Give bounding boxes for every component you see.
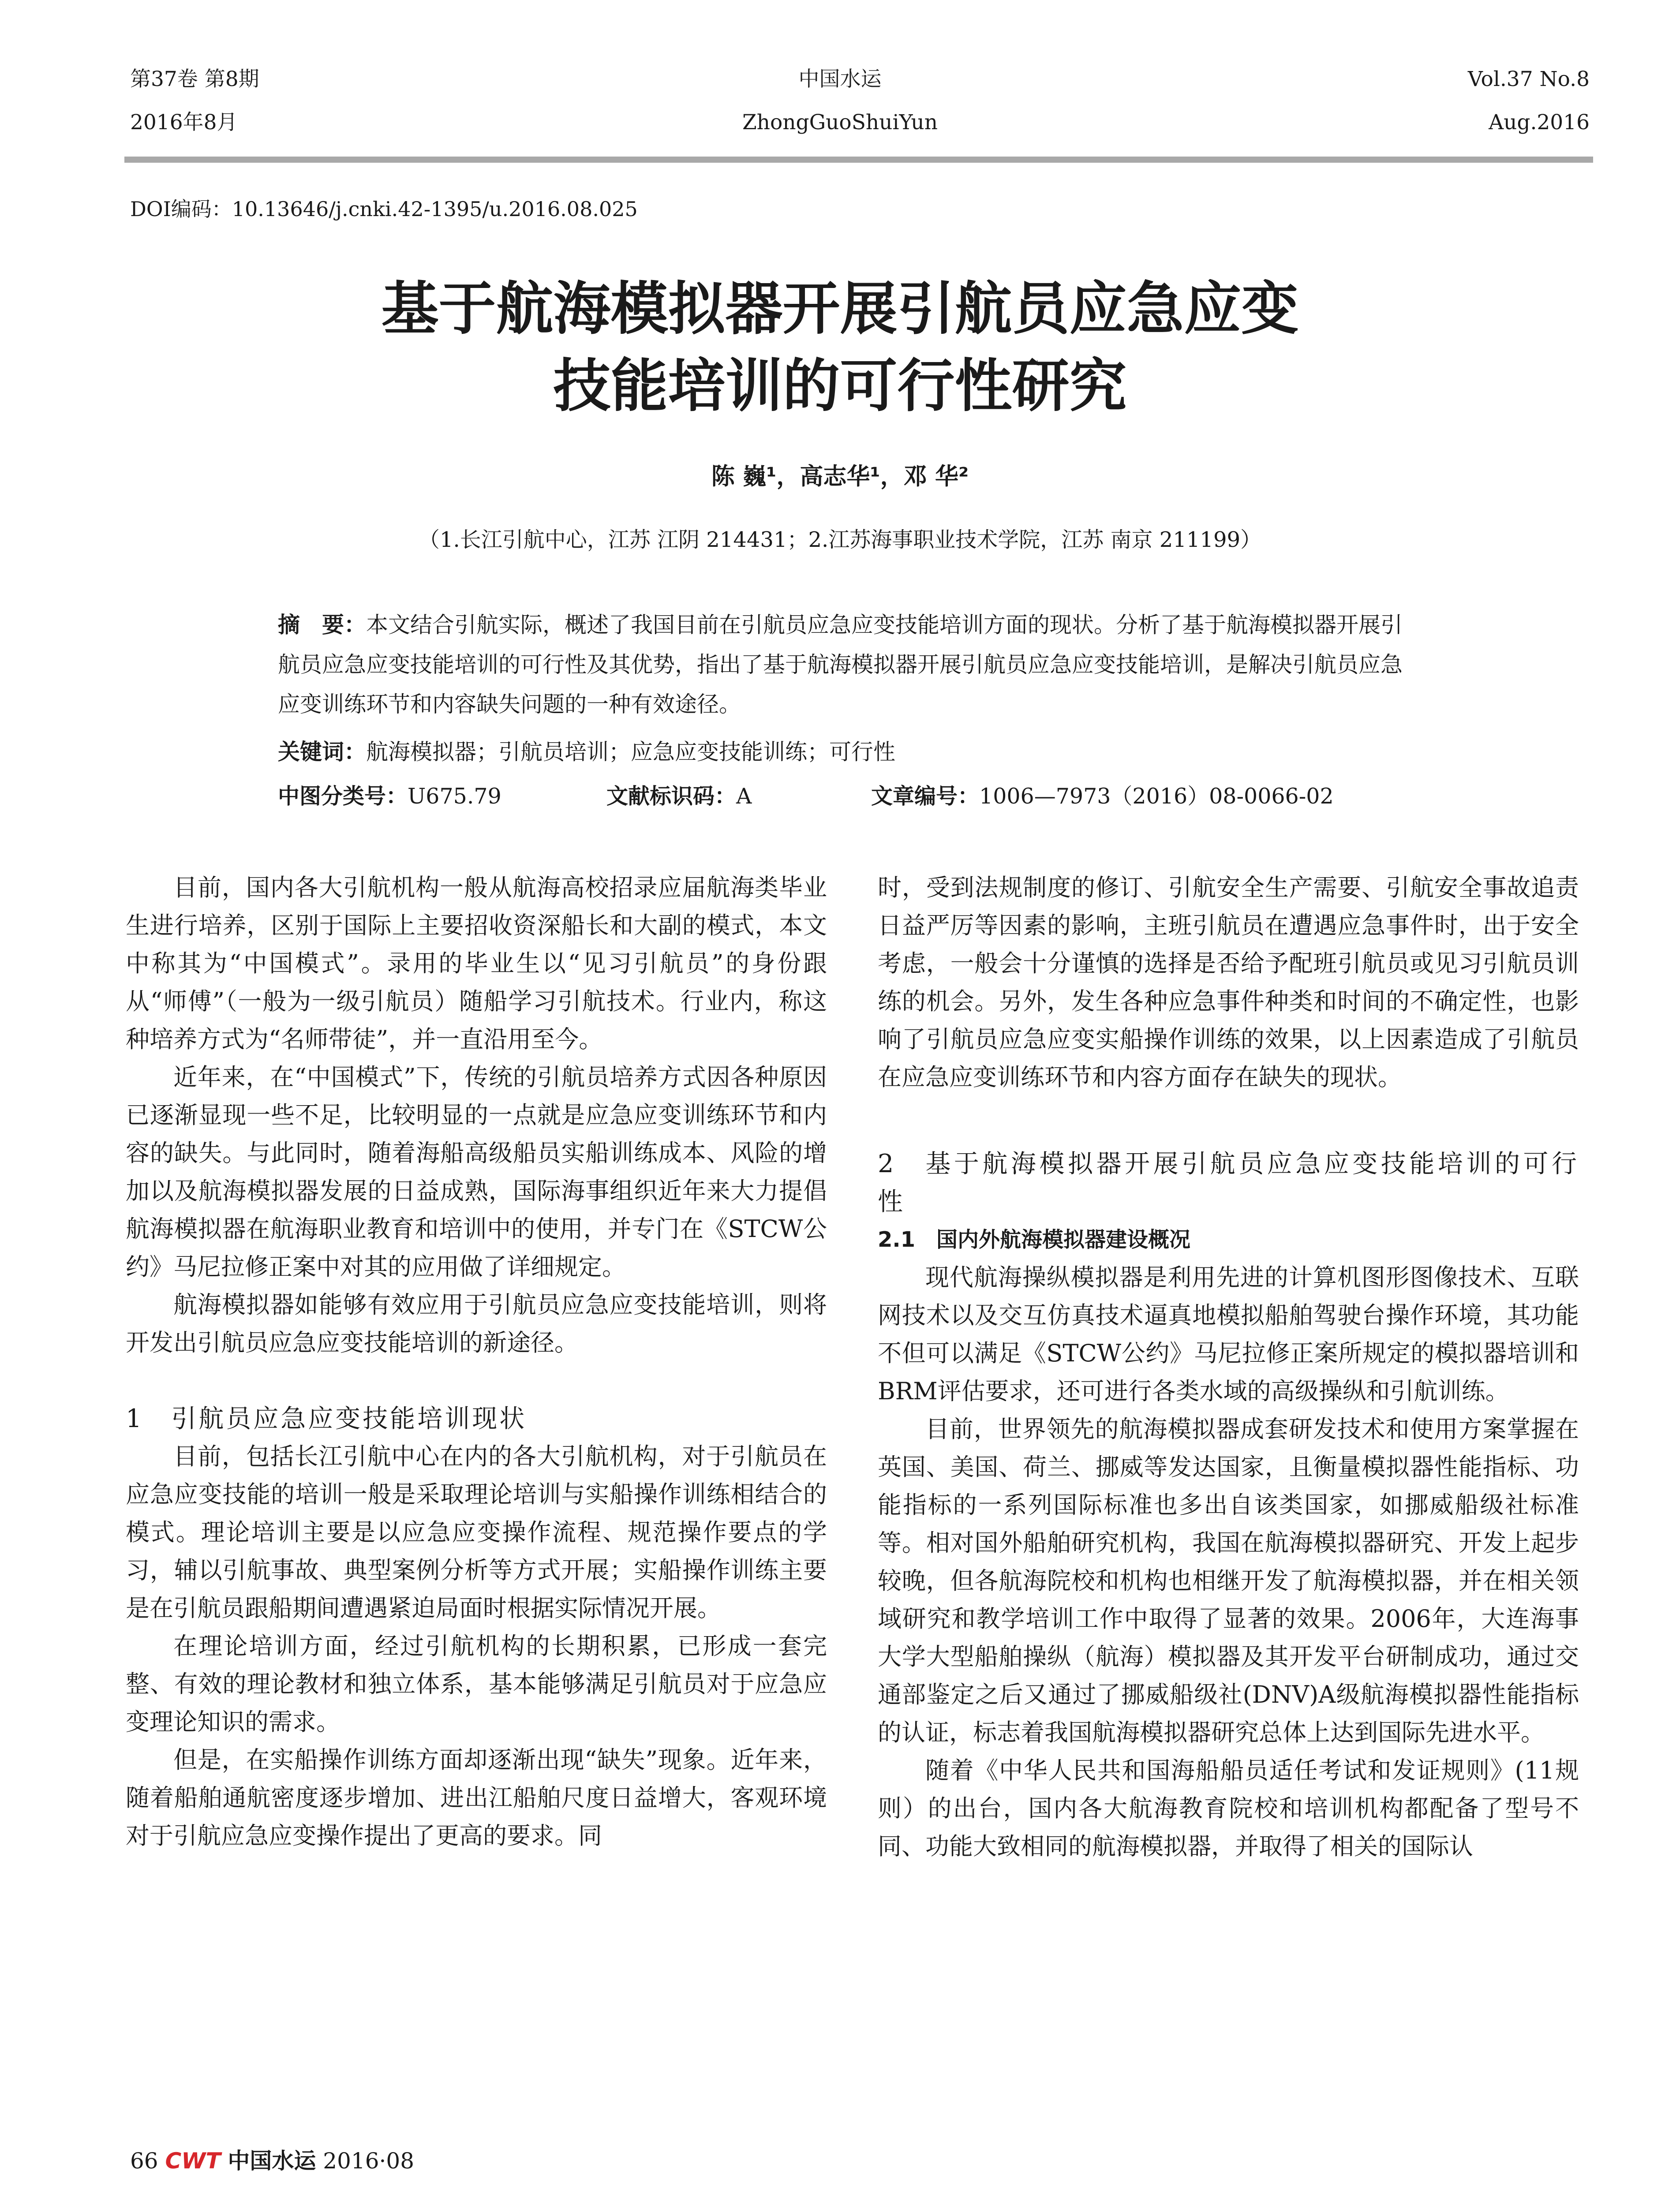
abstract [278,605,1416,724]
paragraph: 目前，国内各大引航机构一般从航海高校招录应届航海类毕业生进行培养，区别于国际上主要招收资深船长和大副的模式，本文中称其为“中国模式”。录用的毕业生以“见习引航员”的身份跟从“师傅”（一般为一级引航员）随船学习引航技术。行业内，称这种培养方式为“名师带徒”，并一直沿用至今。 [126,874,827,1053]
paragraph: 现代航海操纵模拟器是利用先进的计算机图形图像技术、互联网技术以及交互仿真技术逼真地模拟船舶驾驶台操作环境，其功能不但可以满足《STCW公约》马尼拉修正案所规定的模拟器培训和BRM评估要求，还可进行各类水域的高级操纵和引航训练。 [878,1263,1579,1405]
abstract-label: 摘 要： [278,612,366,638]
section-heading-1: 1 引航员应急应变技能培训现状 [126,1404,527,1433]
header-date-en: Aug.2016 [1489,110,1590,135]
document-code [606,779,752,810]
affiliation: （1.长江引航中心，江苏 江阴 214431；2.江苏海事职业技术学院，江苏 南京 211199） [418,527,1262,552]
article-number [871,779,1334,810]
paragraph: 在理论培训方面，经过引航机构的长期积累，已形成一套完整、有效的理论教材和独立体系，基本能够满足引航员对于应急应变理论知识的需求。 [126,1632,827,1736]
header-date-cn: 2016年8月 [130,110,238,135]
section-heading-2: 2 基于航海模拟器开展引航员应急应变技能培训的可行性 [878,1149,1579,1216]
paragraph: 但是，在实船操作训练方面却逐渐出现“缺失”现象。近年来，随着船舶通航密度逐步增加、进出江船舶尺度日益增大，客观环境对于引航应急应变操作提出了更高的要求。同 [126,1746,827,1850]
article-title-line-1: 基于航海模拟器开展引航员应急应变 [381,275,1299,342]
header-rule [124,157,1593,163]
footer-journal-name: 中国水运 [228,2148,316,2174]
footer [130,2143,414,2175]
paragraph: 随着《中华人民共和国海船船员适任考试和发证规则》(11规则）的出台，国内各大航海教育院校和培训机构都配备了型号不同、功能大致相同的航海模拟器，并取得了相关的国际认 [878,1757,1579,1860]
paragraph: 航海模拟器如能够有效应用于引航员应急应变技能培训，则将开发出引航员应急应变技能培训的新途径。 [126,1291,827,1357]
keywords-label: 关键词： [278,739,366,765]
footer-issue: 2016·08 [323,2148,415,2174]
header-volume-issue: 第37卷 第8期 [130,67,259,91]
paragraph: 近年来，在“中国模式”下，传统的引航员培养方式因各种原因已逐渐显现一些不足，比较明显的一点就是应急应变训练环节和内容的缺失。与此同时，随着海船高级船员实船训练成本、风险的增加以及航海模拟器发展的日益成熟，国际海事组织近年来大力提倡航海模拟器在航海职业教育和培训中的使用，并专门在《STCW公约》马尼拉修正案中对其的应用做了详细规定。 [126,1063,827,1281]
paragraph: 目前，包括长江引航中心在内的各大引航机构，对于引航员在应急应变技能的培训一般是采取理论培训与实船操作训练相结合的模式。理论培训主要是以应急应变操作流程、规范操作要点的学习，辅以引航事故、典型案例分析等方式开展；实船操作训练主要是在引航员跟船期间遭遇紧迫局面时根据实际情况开展。 [126,1443,827,1622]
keywords-text: 航海模拟器；引航员培训；应急应变技能训练；可行性 [366,739,895,765]
header-journal-pinyin: ZhongGuoShuiYun [742,110,938,135]
subsection-heading-2-1: 2.1 国内外航海模拟器建设概况 [878,1227,1191,1252]
document-code-value: A [736,784,752,809]
right-column [878,869,1579,1865]
document-code-label: 文献标识码： [606,784,737,809]
article-number-label: 文章编号： [871,784,980,809]
article-title-line-2: 技能培训的可行性研究 [553,352,1127,419]
left-column [126,869,827,1855]
clc-label: 中图分类号： [278,784,408,809]
doi: DOI编码：10.13646/j.cnki.42-1395/u.2016.08.025 [130,197,638,221]
paragraph: 时，受到法规制度的修订、引航安全生产需要、引航安全事故追责日益严厉等因素的影响，主班引航员在遭遇应急事件时，出于安全考虑，一般会十分谨慎的选择是否给予配班引航员或见习引航员训练的机会。另外，发生各种应急事件种类和时间的不确定性，也影响了引航员应急应变实船操作训练的效果，以上因素造成了引航员在应急应变训练环节和内容方面存在缺失的现状。 [878,874,1579,1091]
keywords [278,732,1416,772]
cwt-logo: CWT [165,2148,221,2174]
header-volume-en: Vol.37 No.8 [1467,67,1590,91]
clc-value: U675.79 [408,784,501,809]
paragraph: 目前，世界领先的航海模拟器成套研发技术和使用方案掌握在英国、美国、荷兰、挪威等发达国家，且衡量模拟器性能指标、功能指标的一系列国际标准也多出自该类国家，如挪威船级社标准等。相对国外船舶研究机构，我国在航海模拟器研究、开发上起步较晚，但各航海院校和机构也相继开发了航海模拟器，并在相关领域研究和教学培训工作中取得了显著的效果。2006年，大连海事大学大型船舶操纵（航海）模拟器及其开发平台研制成功，通过交通部鉴定之后又通过了挪威船级社(DNV)A级航海模拟器性能指标的认证，标志着我国航海模拟器研究总体上达到国际先进水平。 [878,1415,1579,1746]
abstract-text: 本文结合引航实际，概述了我国目前在引航员应急应变技能培训方面的现状。分析了基于航海模拟器开展引航员应急应变技能培训的可行性及其优势，指出了基于航海模拟器开展引航员应急应变技能培训，是解决引航员应急应变训练环节和内容缺失问题的一种有效途径。 [278,612,1403,717]
page-number: 66 [130,2148,158,2174]
article-number-value: 1006—7973（2016）08-0066-02 [979,784,1334,809]
header-journal-cn: 中国水运 [798,67,882,91]
authors: 陈 巍¹，高志华¹，邓 华² [711,463,969,490]
clc-number [278,779,501,810]
